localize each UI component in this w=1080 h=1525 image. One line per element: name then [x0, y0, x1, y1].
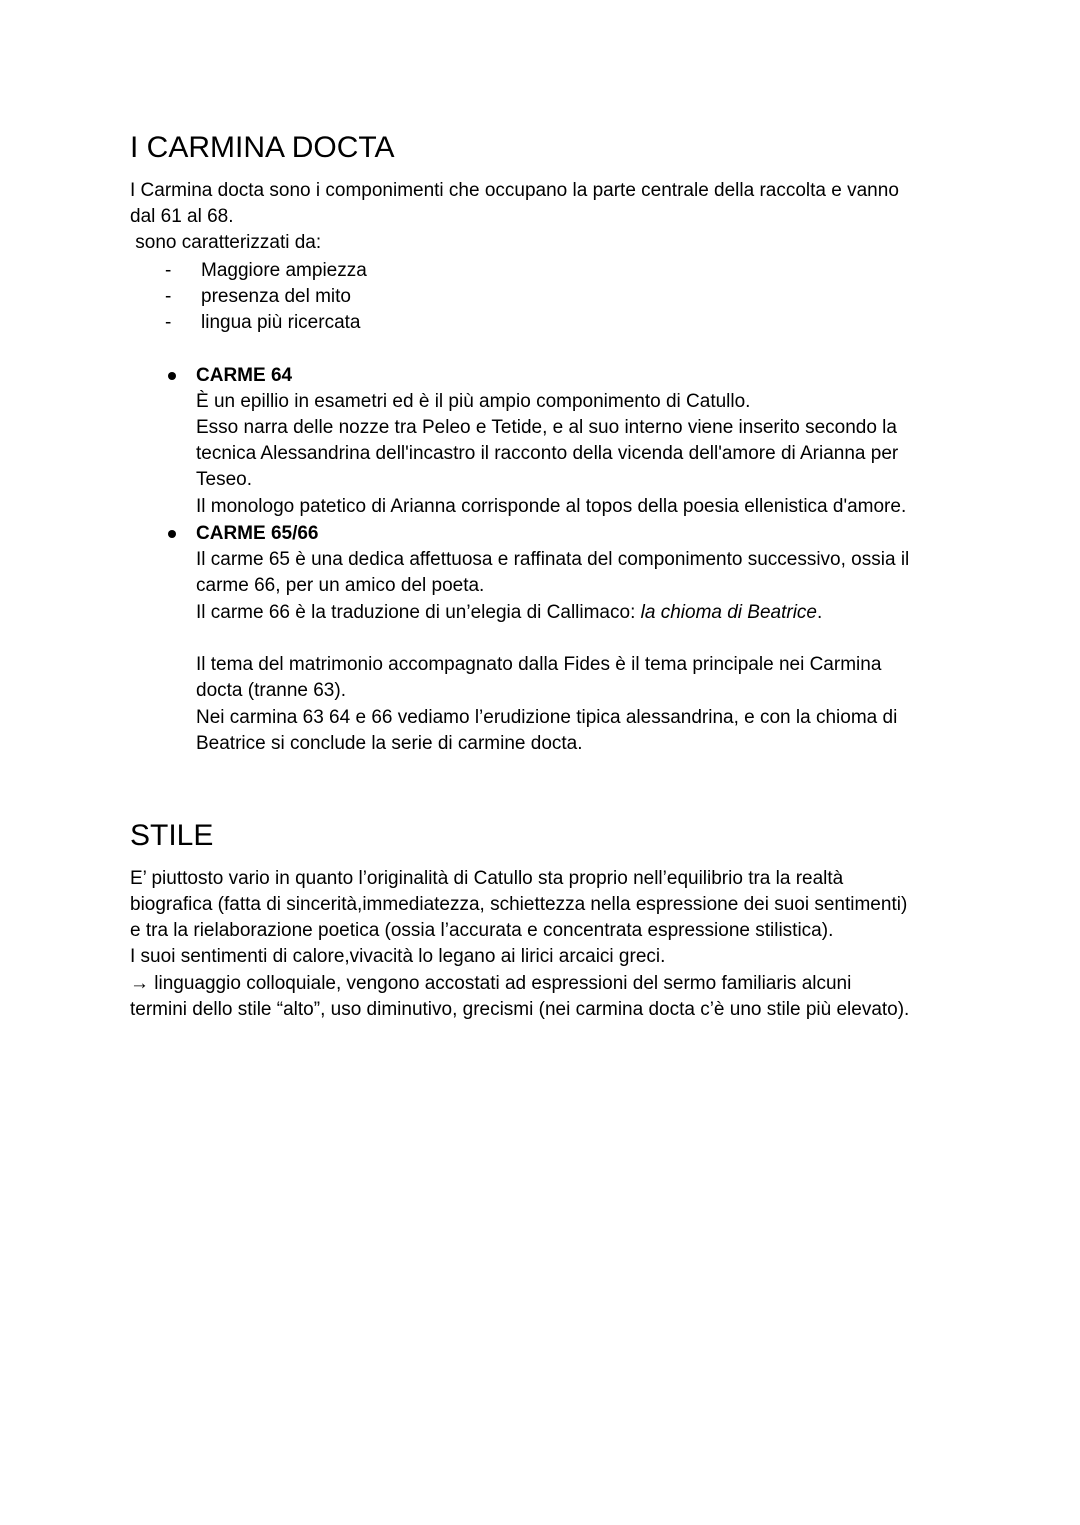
- stile-line: E’ piuttosto vario in quanto l’originalità di Catullo sta proprio nell’equilibrio tra la realtà: [130, 868, 844, 889]
- carme-64-line: Esso narra delle nozze tra Peleo e Tetide, e al suo interno viene inserito secondo la: [196, 417, 897, 438]
- line-suffix: .: [817, 602, 823, 623]
- feature-item: lingua più ricercata: [201, 312, 361, 333]
- stile-line: termini dello stile “alto”, uso diminutivo, grecismi (nei carmina docta c’è uno stile più elevato).: [130, 999, 910, 1020]
- carme-65-66-line: carme 66, per un amico del poeta.: [196, 575, 485, 596]
- work-title-italic: la chioma di Beatrice: [640, 602, 818, 623]
- carme-64-line: tecnica Alessandrina dell'incastro il racconto della vicenda dell'amore di Arianna per: [196, 443, 899, 464]
- feature-item: presenza del mito: [201, 286, 351, 307]
- carme-65-66-line: Il carme 65 è una dedica affettuosa e raffinata del componimento successivo, ossia il: [196, 549, 910, 570]
- carme-64-heading: CARME 64: [196, 365, 293, 386]
- carme-65-66-paragraph: Nei carmina 63 64 e 66 vediamo l’erudizione tipica alessandrina, e con la chioma di: [196, 707, 898, 728]
- bullet-marker: [168, 530, 176, 538]
- carme-64-line: È un epillio in esametri ed è il più ampio componimento di Catullo.: [196, 391, 751, 412]
- stile-line: e tra la rielaborazione poetica (ossia l’accurata e concentrata espressione stilistica).: [130, 920, 834, 941]
- carme-64-line: Il monologo patetico di Arianna corrisponde al topos della poesia ellenistica d'amore.: [196, 496, 907, 517]
- line-prefix: Il carme 66 è la traduzione di un’elegia di Callimaco:: [196, 602, 641, 623]
- intro-line: sono caratterizzati da:: [130, 232, 322, 253]
- carme-65-66-paragraph: Il tema del matrimonio accompagnato dalla Fides è il tema principale nei Carmina: [196, 654, 882, 675]
- stile-line: biografica (fatta di sincerità,immediatezza, schiettezza nella espressione dei suoi sentimenti): [130, 894, 908, 915]
- feature-item: Maggiore ampiezza: [201, 260, 367, 281]
- section-title-stile: STILE: [130, 819, 214, 852]
- stile-line: I suoi sentimenti di calore,vivacità lo legano ai lirici arcaici greci.: [130, 946, 666, 967]
- bullet-marker: [168, 372, 176, 380]
- carme-65-66-line-with-title: [196, 600, 822, 626]
- carme-65-66-paragraph: Beatrice si conclude la serie di carmine docta.: [196, 733, 583, 754]
- dash-marker: -: [165, 312, 172, 333]
- section-title-carmina-docta: I CARMINA DOCTA: [130, 131, 395, 164]
- dash-marker: -: [165, 260, 172, 281]
- intro-line: I Carmina docta sono i componimenti che occupano la parte centrale della raccolta e vanno: [130, 180, 899, 201]
- carme-64-line: Teseo.: [196, 469, 252, 490]
- intro-line: dal 61 al 68.: [130, 206, 234, 227]
- carme-65-66-heading: CARME 65/66: [196, 523, 319, 544]
- carme-65-66-paragraph: docta (tranne 63).: [196, 680, 346, 701]
- dash-marker: -: [165, 286, 172, 307]
- stile-line: → linguaggio colloquiale, vengono accostati ad espressioni del sermo familiaris alcuni: [130, 973, 852, 994]
